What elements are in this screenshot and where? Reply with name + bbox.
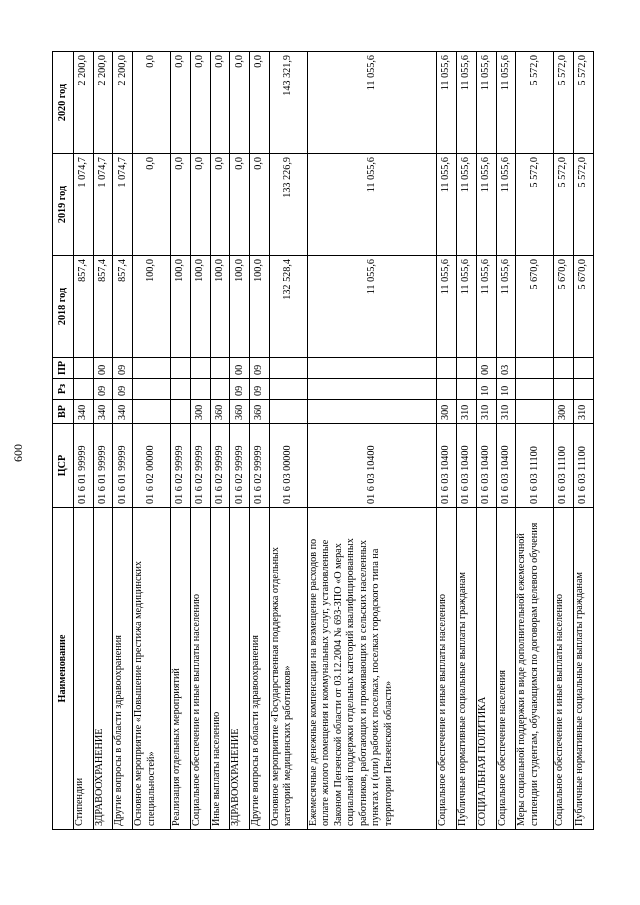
cell-y2020: 0,0 bbox=[171, 52, 191, 154]
cell-rz bbox=[133, 379, 171, 400]
cell-y2018: 11 055,6 bbox=[457, 256, 477, 358]
cell-y2018: 11 055,6 bbox=[307, 256, 436, 358]
cell-pr bbox=[437, 358, 457, 379]
table-header-row bbox=[53, 52, 74, 830]
cell-csr: 01 6 03 00000 bbox=[269, 424, 307, 508]
cell-y2018: 100,0 bbox=[133, 256, 171, 358]
cell-pr bbox=[554, 358, 574, 379]
cell-csr: 01 6 03 10400 bbox=[496, 424, 516, 508]
cell-y2018: 100,0 bbox=[190, 256, 210, 358]
cell-vr bbox=[171, 400, 191, 424]
cell-y2019: 0,0 bbox=[133, 154, 171, 256]
cell-y2019: 11 055,6 bbox=[496, 154, 516, 256]
cell-y2019: 0,0 bbox=[250, 154, 270, 256]
cell-y2018: 5 670,0 bbox=[574, 256, 594, 358]
cell-y2018: 132 528,4 bbox=[269, 256, 307, 358]
cell-pr: 00 bbox=[93, 358, 113, 379]
cell-rz: 10 bbox=[476, 379, 496, 400]
cell-vr bbox=[307, 400, 436, 424]
cell-pr bbox=[307, 358, 436, 379]
cell-pr bbox=[74, 358, 94, 379]
cell-y2020: 11 055,6 bbox=[437, 52, 457, 154]
cell-name: Другие вопросы в области здравоохранения bbox=[250, 508, 270, 830]
cell-vr: 340 bbox=[93, 400, 113, 424]
column-header-2018: 2018 год bbox=[53, 256, 74, 358]
cell-pr bbox=[574, 358, 594, 379]
cell-rz: 10 bbox=[496, 379, 516, 400]
cell-y2020: 5 572,0 bbox=[574, 52, 594, 154]
column-header-2019: 2019 год bbox=[53, 154, 74, 256]
cell-pr bbox=[210, 358, 230, 379]
cell-y2020: 11 055,6 bbox=[307, 52, 436, 154]
cell-name: ЗДРАВООХРАНЕНИЕ bbox=[230, 508, 250, 830]
cell-csr: 01 6 03 11100 bbox=[574, 424, 594, 508]
cell-rz bbox=[269, 379, 307, 400]
cell-name: СОЦИАЛЬНАЯ ПОЛИТИКА bbox=[476, 508, 496, 830]
cell-csr: 01 6 03 10400 bbox=[476, 424, 496, 508]
cell-vr: 310 bbox=[457, 400, 477, 424]
page-number: 600 bbox=[10, 444, 25, 462]
table-row bbox=[516, 52, 554, 830]
cell-vr: 300 bbox=[437, 400, 457, 424]
cell-rz: 09 bbox=[93, 379, 113, 400]
cell-name: Публичные нормативные социальные выплаты гражданам bbox=[574, 508, 594, 830]
cell-vr: 310 bbox=[476, 400, 496, 424]
cell-csr: 01 6 03 10400 bbox=[437, 424, 457, 508]
cell-y2020: 2 200,0 bbox=[93, 52, 113, 154]
table-row bbox=[74, 52, 94, 830]
cell-pr bbox=[269, 358, 307, 379]
cell-y2019: 11 055,6 bbox=[476, 154, 496, 256]
cell-vr: 360 bbox=[250, 400, 270, 424]
table-row bbox=[269, 52, 307, 830]
cell-name: Социальное обеспечение и иные выплаты населению bbox=[554, 508, 574, 830]
cell-rz bbox=[437, 379, 457, 400]
table-row bbox=[554, 52, 574, 830]
cell-csr: 01 6 02 00000 bbox=[133, 424, 171, 508]
table-body bbox=[74, 52, 594, 830]
cell-name: Меры социальной поддержки в виде дополнительной ежемесячной стипендии студентам, обучающимся по договорам целевого обучения bbox=[516, 508, 554, 830]
cell-y2018: 5 670,0 bbox=[516, 256, 554, 358]
cell-pr bbox=[133, 358, 171, 379]
cell-y2019: 0,0 bbox=[230, 154, 250, 256]
cell-rz bbox=[74, 379, 94, 400]
cell-name: Стипендии bbox=[74, 508, 94, 830]
cell-name: Реализация отдельных мероприятий bbox=[171, 508, 191, 830]
cell-csr: 01 6 02 99999 bbox=[210, 424, 230, 508]
cell-name: ЗДРАВООХРАНЕНИЕ bbox=[93, 508, 113, 830]
table-row bbox=[457, 52, 477, 830]
cell-pr: 00 bbox=[230, 358, 250, 379]
cell-csr: 01 6 01 99999 bbox=[74, 424, 94, 508]
table-row bbox=[230, 52, 250, 830]
table-row bbox=[133, 52, 171, 830]
cell-y2019: 5 572,0 bbox=[574, 154, 594, 256]
cell-y2018: 857,4 bbox=[93, 256, 113, 358]
cell-y2020: 5 572,0 bbox=[516, 52, 554, 154]
cell-pr: 00 bbox=[476, 358, 496, 379]
cell-vr: 310 bbox=[496, 400, 516, 424]
cell-vr: 310 bbox=[574, 400, 594, 424]
cell-y2020: 11 055,6 bbox=[457, 52, 477, 154]
table-row bbox=[574, 52, 594, 830]
cell-name: Другие вопросы в области здравоохранения bbox=[113, 508, 133, 830]
cell-vr: 340 bbox=[113, 400, 133, 424]
cell-y2019: 5 572,0 bbox=[554, 154, 574, 256]
cell-pr bbox=[190, 358, 210, 379]
cell-y2019: 11 055,6 bbox=[457, 154, 477, 256]
cell-y2019: 0,0 bbox=[210, 154, 230, 256]
cell-vr: 300 bbox=[554, 400, 574, 424]
column-header-2020: 2020 год bbox=[53, 52, 74, 154]
cell-rz bbox=[307, 379, 436, 400]
cell-y2019: 133 226,9 bbox=[269, 154, 307, 256]
cell-y2019: 5 572,0 bbox=[516, 154, 554, 256]
cell-y2018: 100,0 bbox=[171, 256, 191, 358]
cell-name: Социальное обеспечение и иные выплаты населению bbox=[437, 508, 457, 830]
cell-y2020: 0,0 bbox=[133, 52, 171, 154]
cell-vr: 360 bbox=[210, 400, 230, 424]
cell-csr: 01 6 02 99999 bbox=[250, 424, 270, 508]
cell-y2019: 1 074,7 bbox=[93, 154, 113, 256]
cell-y2020: 0,0 bbox=[210, 52, 230, 154]
cell-csr: 01 6 02 99999 bbox=[190, 424, 210, 508]
cell-y2018: 857,4 bbox=[74, 256, 94, 358]
cell-rz bbox=[190, 379, 210, 400]
cell-vr: 300 bbox=[190, 400, 210, 424]
cell-pr: 09 bbox=[250, 358, 270, 379]
cell-name: Ежемесячные денежные компенсации на возмещение расходов по оплате жилого помещения и коммунальных услуг, установленные Законом Пензенской области от 03.12.2004 № 693-ЗПО «О мерах социальной поддержки отдельных категорий квалифицированных работников, работающих и проживающих в сельских населенных пунктах и (или) рабочих поселках, поселках городского типа на территории Пензенской области» bbox=[307, 508, 436, 830]
cell-name: Основное мероприятие «Государственная поддержка отдельных категорий медицинских работников» bbox=[269, 508, 307, 830]
cell-y2018: 11 055,6 bbox=[437, 256, 457, 358]
cell-y2018: 100,0 bbox=[210, 256, 230, 358]
rotated-page-content bbox=[52, 52, 594, 830]
column-header-csr: ЦСР bbox=[53, 424, 74, 508]
cell-pr: 03 bbox=[496, 358, 516, 379]
table-row bbox=[437, 52, 457, 830]
cell-y2018: 5 670,0 bbox=[554, 256, 574, 358]
cell-name: Основное мероприятие «Повышение престижа медицинских специальностей» bbox=[133, 508, 171, 830]
cell-vr bbox=[516, 400, 554, 424]
cell-vr bbox=[269, 400, 307, 424]
cell-csr: 01 6 03 11100 bbox=[516, 424, 554, 508]
cell-csr: 01 6 01 99999 bbox=[93, 424, 113, 508]
cell-y2020: 0,0 bbox=[190, 52, 210, 154]
cell-y2018: 11 055,6 bbox=[496, 256, 516, 358]
cell-rz: 09 bbox=[250, 379, 270, 400]
column-header-name: Наименование bbox=[53, 508, 74, 830]
cell-name: Социальное обеспечение и иные выплаты населению bbox=[190, 508, 210, 830]
cell-csr: 01 6 02 99999 bbox=[171, 424, 191, 508]
cell-y2019: 0,0 bbox=[171, 154, 191, 256]
cell-y2018: 857,4 bbox=[113, 256, 133, 358]
cell-y2019: 0,0 bbox=[190, 154, 210, 256]
cell-y2018: 100,0 bbox=[250, 256, 270, 358]
cell-csr: 01 6 02 99999 bbox=[230, 424, 250, 508]
cell-y2020: 11 055,6 bbox=[496, 52, 516, 154]
column-header-rz: Рз bbox=[53, 379, 74, 400]
cell-rz bbox=[554, 379, 574, 400]
cell-pr: 09 bbox=[113, 358, 133, 379]
cell-y2020: 0,0 bbox=[250, 52, 270, 154]
cell-vr: 340 bbox=[74, 400, 94, 424]
cell-y2020: 5 572,0 bbox=[554, 52, 574, 154]
cell-csr: 01 6 03 10400 bbox=[307, 424, 436, 508]
cell-y2020: 2 200,0 bbox=[74, 52, 94, 154]
cell-csr: 01 6 03 11100 bbox=[554, 424, 574, 508]
table-row bbox=[476, 52, 496, 830]
table-row bbox=[496, 52, 516, 830]
table-row bbox=[171, 52, 191, 830]
cell-rz bbox=[457, 379, 477, 400]
table-row bbox=[93, 52, 113, 830]
column-header-pr: ПР bbox=[53, 358, 74, 379]
cell-name: Иные выплаты населению bbox=[210, 508, 230, 830]
cell-rz: 09 bbox=[230, 379, 250, 400]
cell-csr: 01 6 01 99999 bbox=[113, 424, 133, 508]
cell-y2018: 100,0 bbox=[230, 256, 250, 358]
table-row bbox=[250, 52, 270, 830]
cell-rz bbox=[574, 379, 594, 400]
table-row bbox=[307, 52, 436, 830]
cell-csr: 01 6 03 10400 bbox=[457, 424, 477, 508]
cell-pr bbox=[516, 358, 554, 379]
cell-vr: 360 bbox=[230, 400, 250, 424]
cell-y2018: 11 055,6 bbox=[476, 256, 496, 358]
cell-y2020: 0,0 bbox=[230, 52, 250, 154]
table-row bbox=[190, 52, 210, 830]
cell-rz bbox=[210, 379, 230, 400]
cell-rz bbox=[171, 379, 191, 400]
cell-rz bbox=[516, 379, 554, 400]
budget-table bbox=[52, 51, 594, 830]
cell-y2020: 2 200,0 bbox=[113, 52, 133, 154]
cell-y2019: 1 074,7 bbox=[74, 154, 94, 256]
cell-vr bbox=[133, 400, 171, 424]
cell-pr bbox=[457, 358, 477, 379]
table-row bbox=[210, 52, 230, 830]
cell-rz: 09 bbox=[113, 379, 133, 400]
cell-y2019: 11 055,6 bbox=[307, 154, 436, 256]
cell-name: Публичные нормативные социальные выплаты гражданам bbox=[457, 508, 477, 830]
table-row bbox=[113, 52, 133, 830]
cell-name: Социальное обеспечение населения bbox=[496, 508, 516, 830]
cell-y2020: 143 321,9 bbox=[269, 52, 307, 154]
cell-pr bbox=[171, 358, 191, 379]
cell-y2019: 11 055,6 bbox=[437, 154, 457, 256]
column-header-vr: ВР bbox=[53, 400, 74, 424]
cell-y2019: 1 074,7 bbox=[113, 154, 133, 256]
cell-y2020: 11 055,6 bbox=[476, 52, 496, 154]
